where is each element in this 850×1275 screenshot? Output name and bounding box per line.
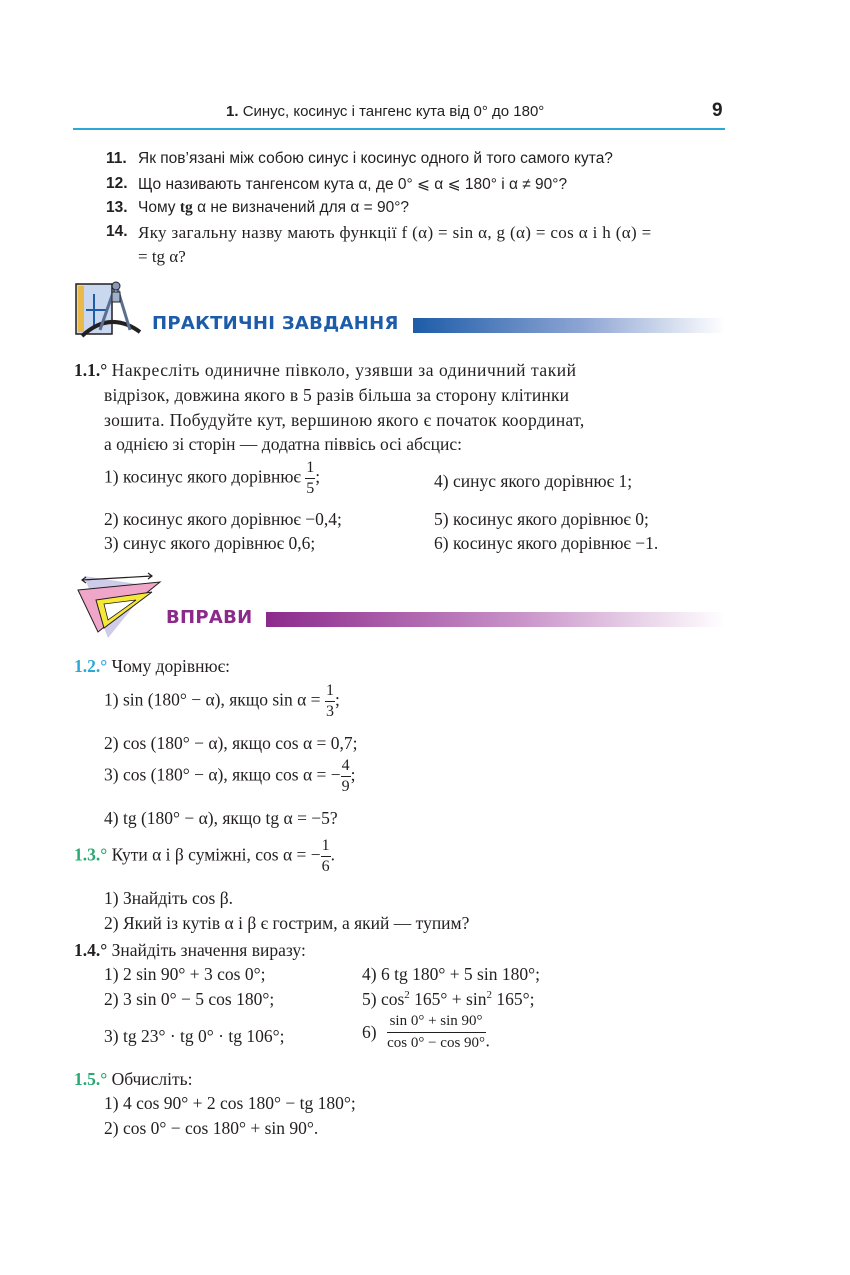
exercise-header	[74, 1069, 193, 1090]
task-item-1	[104, 460, 320, 497]
task-text-line-1: Накресліть одиничне півколо, узявши за одиничний такий	[111, 360, 577, 380]
exercise-item-3: 3) tg 23° · tg 0° · tg 106°;	[104, 1026, 285, 1046]
task-text-line-4: а однією зі сторін — додатна піввісь осі абсцис:	[104, 434, 463, 454]
exercise-item-3	[104, 758, 355, 795]
section-number: 1.	[226, 103, 239, 120]
item-text-a: 5) cos	[362, 989, 405, 1009]
task-item-3: 3) синус якого дорівнює 0,6;	[104, 533, 316, 553]
question-14-line2: = tg α?	[138, 247, 186, 266]
item-text: 1) косинус якого дорівнює	[104, 466, 301, 487]
fraction-numerator: 1	[321, 838, 331, 857]
superscript: 2	[486, 989, 492, 1001]
exercise-header	[74, 838, 335, 875]
task-item-4: 4) синус якого дорівнює 1;	[434, 471, 633, 491]
item-text: 1) sin (180° − α), якщо sin α =	[104, 689, 325, 710]
exercise-item-6	[362, 1014, 490, 1052]
item-end: .	[330, 844, 335, 865]
fraction-denominator: 3	[325, 703, 334, 720]
practical-section-bar	[413, 318, 725, 333]
fraction-numerator: 1	[305, 460, 315, 479]
question-number: 14.	[106, 223, 128, 240]
exercise-number: 1.5.°	[74, 1069, 108, 1089]
exercise-item-4: 4) tg (180° − α), якщо tg α = −5?	[104, 808, 338, 828]
header-rule	[73, 128, 725, 130]
exercise-item-2: 2) Який із кутів α і β є гострим, а який — тупим?	[104, 913, 470, 933]
task-item-5: 5) косинус якого дорівнює 0;	[434, 509, 649, 529]
exercise-item-2: 2) cos (180° − α), якщо cos α = 0,7;	[104, 733, 358, 753]
fraction	[325, 683, 335, 720]
exercise-prompt: Знайдіть значення виразу:	[111, 940, 306, 960]
question-11	[0, 150, 850, 172]
question-number: 11.	[106, 150, 127, 167]
task-item-2: 2) косинус якого дорівнює −0,4;	[104, 509, 342, 529]
question-text-c: α не визначений для α = 90°?	[192, 199, 410, 216]
question-text-tg: tg	[179, 199, 193, 216]
fraction-numerator: sin 0° + sin 90°	[387, 1014, 486, 1033]
exercise-item-5	[362, 989, 534, 1010]
task-number: 1.1.°	[74, 360, 108, 380]
fraction	[305, 460, 315, 497]
fraction-denominator: 5	[306, 480, 315, 497]
fraction-numerator: 1	[325, 683, 335, 702]
fraction	[387, 1014, 486, 1051]
item-end: ;	[350, 764, 356, 785]
exercise-header	[74, 656, 230, 677]
question-text	[138, 199, 409, 217]
exercise-item-2: 2) 3 sin 0° − 5 cos 180°;	[104, 989, 275, 1009]
exercise-prompt: Чому дорівнює:	[111, 656, 230, 676]
task-text-line-2: відрізок, довжина якого в 5 разів більша за сторону клітинки	[104, 385, 570, 405]
question-text-line1: Яку загальну назву мають функції f (α) = sin α, g (α) = cos α і h (α) =	[138, 223, 652, 242]
fraction	[321, 838, 331, 875]
task-text-line-3: зошита. Побудуйте кут, вершиною якого є початок координат,	[104, 410, 585, 430]
question-13	[0, 199, 850, 221]
exercise-prompt: Кути α і β суміжні, cos α = −	[111, 844, 321, 865]
task-line	[74, 360, 577, 381]
exercise-number: 1.3.°	[74, 844, 108, 865]
exercise-item-1: 1) 4 cos 90° + 2 cos 180° − tg 180°;	[104, 1093, 356, 1113]
superscript: 2	[404, 989, 410, 1001]
question-text: Що називають тангенсом кута α, де 0° ⩽ α ⩽ 180° і α ≠ 90°?	[138, 176, 568, 193]
exercise-prompt: Обчисліть:	[111, 1069, 193, 1089]
task-item-6: 6) косинус якого дорівнює −1.	[434, 533, 659, 553]
fraction-numerator: 4	[341, 758, 351, 777]
exercise-item-2: 2) cos 0° − cos 180° + sin 90°.	[104, 1118, 319, 1138]
item-end: ;	[315, 466, 321, 487]
item-text: 3) cos (180° − α), якщо cos α = −	[104, 764, 341, 785]
question-12	[0, 175, 850, 197]
exercise-item-1: 1) 2 sin 90° + 3 cos 0°;	[104, 964, 266, 984]
item-text-c: 165°;	[491, 989, 535, 1009]
fraction-denominator: 9	[341, 778, 350, 795]
exercise-item-1: 1) Знайдіть cos β.	[104, 888, 233, 908]
item-label: 6)	[362, 1022, 377, 1042]
exercises-section-bar	[266, 612, 725, 627]
page-number: 9	[712, 100, 723, 121]
fraction-denominator: 6	[321, 858, 330, 875]
exercise-number: 1.4.°	[74, 940, 108, 960]
question-text: Як пов’язані між собою синус і косинус одного й того самого кута?	[138, 150, 613, 167]
question-number: 12.	[106, 175, 128, 192]
exercises-section-title: ВПРАВИ	[166, 607, 253, 628]
fraction	[341, 758, 351, 795]
compass-ruler-icon	[74, 280, 146, 342]
exercise-header	[74, 940, 306, 961]
item-end: .	[485, 1030, 490, 1051]
fraction-denominator: cos 0° − cos 90°	[387, 1035, 486, 1051]
question-text-a: Чому	[138, 199, 180, 216]
exercise-number: 1.2.°	[74, 656, 108, 676]
running-header	[226, 103, 544, 120]
triangle-ruler-icon	[74, 572, 164, 640]
item-text-b: 165° + sin	[409, 989, 487, 1009]
practical-section-title: ПРАКТИЧНІ ЗАВДАННЯ	[152, 313, 399, 334]
exercise-item-1	[104, 683, 340, 720]
item-end: ;	[334, 689, 340, 710]
question-number: 13.	[106, 199, 128, 216]
section-title: Синус, косинус і тангенс кута від 0° до 180°	[242, 103, 545, 120]
question-14	[0, 223, 850, 245]
exercise-item-4: 4) 6 tg 180° + 5 sin 180°;	[362, 964, 540, 984]
